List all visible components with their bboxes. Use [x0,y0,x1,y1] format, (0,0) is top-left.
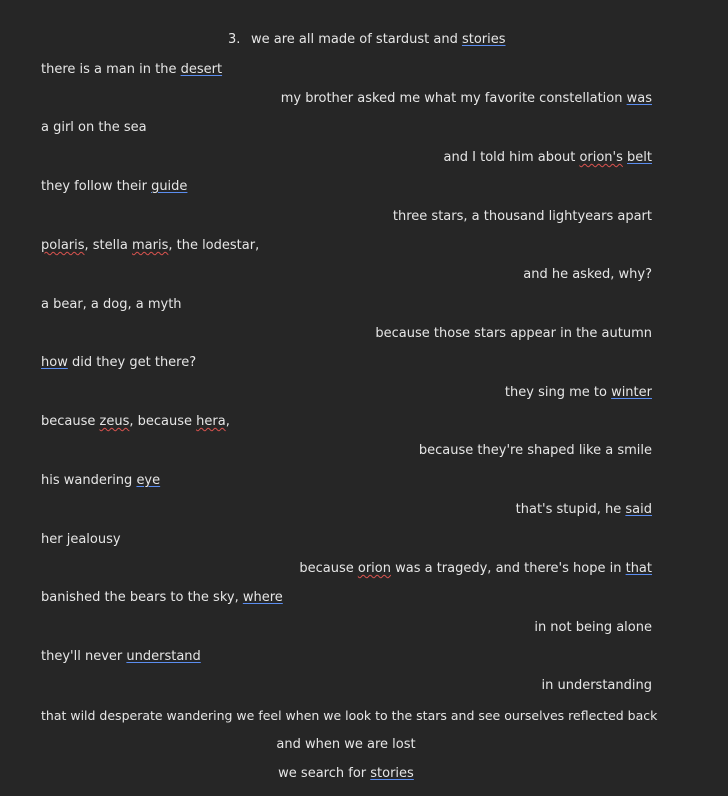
line-text: three stars, a thousand lightyears apart [392,209,652,224]
poem-line-right [523,267,652,283]
line-text: they'll never [41,649,127,664]
line-text: that wild desperate wandering we feel when we look to the stars and see ourselves reflected back [41,708,658,723]
spelling-flag[interactable]: maris [131,238,169,253]
poem-line-left [41,473,160,489]
line-text: her jealousy [41,532,121,547]
line-text: was a tragedy, and there's hope in [390,561,626,576]
poem-line-left [41,590,283,606]
poem-line-right [299,561,652,577]
poem-line-center [0,766,710,782]
line-text: they sing me to [504,385,612,400]
line-text: , because [129,414,197,429]
poem-line-right [393,209,652,225]
heading-text: we are all made of stardust and [251,32,462,47]
line-text: , stella [84,238,132,253]
poem-line-left [41,179,187,195]
line-text: , the lodestar, [168,238,260,253]
line-text: a bear, a dog, a myth [41,297,182,312]
grammar-flag[interactable]: eye [136,473,161,488]
poem-line-left [41,355,196,371]
line-text: , [225,414,230,429]
line-text: his wandering [41,473,137,488]
line-text: and when we are lost [276,737,416,752]
grammar-flag[interactable]: stories [461,32,506,47]
line-text: that's stupid, he [515,502,626,517]
grammar-flag[interactable]: guide [151,179,188,194]
grammar-flag[interactable]: how [41,355,68,370]
line-text: they follow their [41,179,152,194]
grammar-flag[interactable]: understand [126,649,201,664]
poem-line-left [41,532,121,548]
grammar-flag[interactable]: winter [611,385,652,400]
line-text: did they get there? [67,355,197,370]
grammar-flag[interactable]: was [626,91,652,106]
line-text: because [299,561,358,576]
poem-line-left [41,708,657,724]
poem-line-right [281,91,652,107]
poem-line-right [505,385,652,401]
grammar-flag[interactable]: said [625,502,652,517]
grammar-flag[interactable]: belt [627,150,652,165]
line-text: because they're shaped like a smile [418,443,652,458]
line-text: in understanding [541,678,652,693]
line-text: because those stars appear in the autumn [375,326,652,341]
grammar-flag[interactable]: that [625,561,652,576]
poem-line-right [542,678,653,694]
poem-line-center [0,737,710,753]
line-text: my brother asked me what my favorite constellation [280,91,627,106]
line-text: there is a man in the [41,62,181,77]
poem-line-left [41,649,201,665]
line-text: banished the bears to the sky, [41,590,243,605]
spelling-flag[interactable]: hera [196,414,226,429]
spelling-flag[interactable]: polaris [41,238,85,253]
poem-line-left [41,120,147,136]
grammar-flag[interactable]: desert [180,62,223,77]
line-text: a girl on the sea [41,120,147,135]
poem-line-left [41,62,222,78]
line-text: and he asked, why? [523,267,652,282]
spelling-flag[interactable]: zeus [99,414,130,429]
heading-number: 3. [228,32,241,47]
grammar-flag[interactable]: stories [370,766,414,781]
poem-heading [228,32,506,48]
poem-line-right [419,443,652,459]
poem-line-left [41,414,230,430]
line-text: and I told him about [443,150,580,165]
poem-line-left [41,238,259,254]
line-text: because [41,414,100,429]
poem-line-right [375,326,652,342]
poem-line-right [444,150,652,166]
poem-line-right [534,620,652,636]
line-text: in not being alone [534,620,652,635]
poem-line-right [516,502,652,518]
line-text: we search for [278,766,371,781]
poem-line-left [41,297,182,313]
spelling-flag[interactable]: orion [357,561,391,576]
spelling-flag[interactable]: orion's [579,150,623,165]
grammar-flag[interactable]: where [242,590,283,605]
